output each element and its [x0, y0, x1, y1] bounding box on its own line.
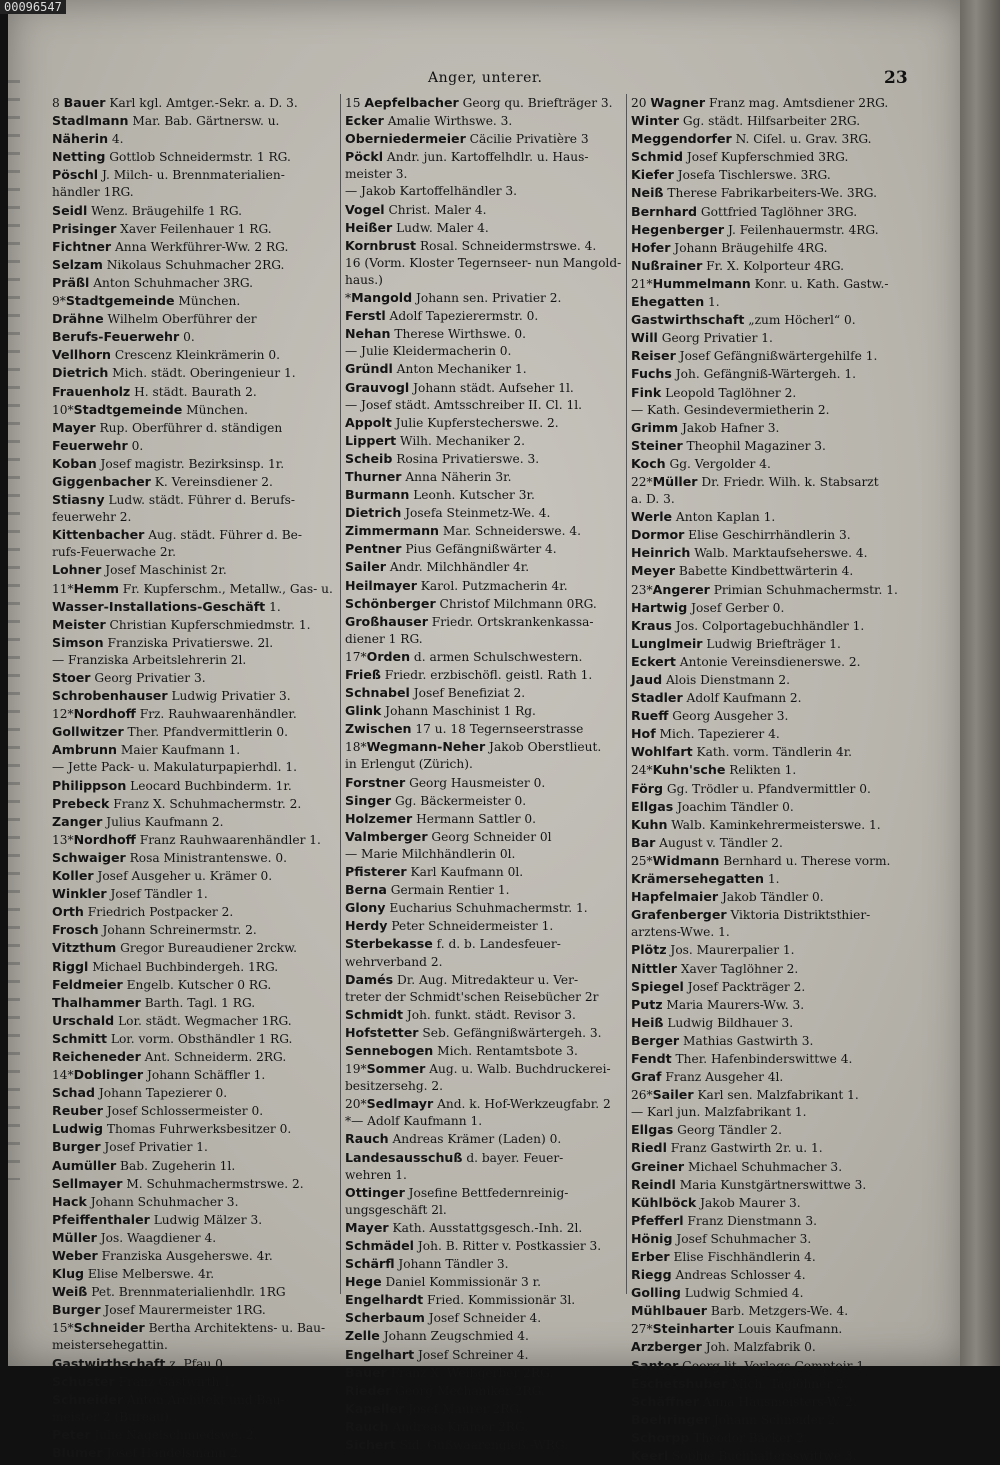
directory-entry: Grauvogl Johann städt. Aufseher 1l. — [345, 379, 574, 395]
directory-entry: Ellgas Joachim Tändler 0. — [631, 798, 794, 814]
directory-entry: Rieder Georg Mechaniker 2RG. — [345, 1382, 545, 1398]
directory-entry: Schrobenhauser Ludwig Privatier 3. — [52, 688, 291, 704]
directory-entry: Sterbekasse f. d. b. Landesfeuer- — [345, 936, 561, 952]
directory-entry: 19*Sommer Aug. u. Walb. Buchdruckerei- — [345, 1061, 611, 1077]
directory-entry: Holzemer Hermann Sattler 0. — [345, 810, 537, 826]
directory-entry: Koban Josef magistr. Bezirksinsp. 1r. — [52, 455, 285, 471]
directory-entry: Thalhammer Barth. Tagl. 1 RG. — [52, 994, 256, 1010]
directory-entry: Weiß Pet. Brennmaterialienhdlr. 1RG — [52, 1284, 286, 1300]
directory-entry: ungsgeschäft 2l. — [345, 1202, 447, 1217]
directory-entry: Sichert Sid. Gußwaarengieß.-WRG. — [345, 1437, 569, 1453]
directory-entry: Vellhorn Crescenz Kleinkrämerin 0. — [52, 347, 280, 363]
directory-entry: 8 Bauer Karl kgl. Amtger.-Sekr. a. D. 3. — [52, 95, 298, 110]
directory-entry: Riggl Michael Buchbindergeh. 1RG. — [52, 958, 279, 974]
directory-entry: Wohlfart Kath. vorm. Tändlerin 4r. — [631, 744, 853, 760]
directory-entry: Stiasny Ludw. städt. Führer d. Berufs- — [52, 492, 295, 508]
directory-entry: wehren 1. — [345, 1167, 407, 1182]
directory-entry: Sennebogen Mich. Rentamtsbote 3. — [345, 1042, 578, 1058]
directory-entry: meistersehegattin. — [52, 1338, 168, 1353]
directory-entry: Burger Josef Maurermeister 1RG. — [52, 1302, 266, 1318]
directory-entry: Schneider Anton Architekt und Bau- — [52, 1391, 285, 1407]
directory-entry: Heinrich Walb. Marktaufseherswe. 4. — [631, 545, 868, 561]
directory-entry: Hege Daniel Kommissionär 3 r. — [345, 1274, 541, 1290]
directory-entry: *— Adolf Kaufmann 1. — [345, 1114, 483, 1129]
directory-entry: Arzberger Joh. Malzfabrik 0. — [631, 1339, 816, 1355]
directory-entry: rufs-Feuerwache 2r. — [52, 545, 177, 560]
directory-entry: 17*Orden d. armen Schulschwestern. — [345, 648, 583, 664]
directory-entry: 27*Steinharter Louis Kaufmann. — [631, 1321, 843, 1337]
directory-entry: Golling Ludwig Schmied 4. — [631, 1285, 804, 1301]
directory-entry: Mayer Kath. Ausstattgsgesch.-Inh. 2l. — [345, 1219, 583, 1235]
directory-entry: — Josef städt. Amtsschreiber II. Cl. 1l. — [345, 397, 582, 412]
directory-entry: Heiß Ludwig Bildhauer 3. — [631, 1014, 794, 1030]
directory-entry: besitzersehg. 2. — [345, 1079, 444, 1094]
scan-id-label: 00096547 — [0, 0, 66, 14]
directory-entry: Kuhn Walb. Kaminkehrermeisterswe. 1. — [631, 816, 881, 832]
directory-entry: Stadler Adolf Kaufmann 2. — [631, 690, 802, 706]
directory-entry: Gastwirthschaft „zum Höcherl“ 0. — [631, 312, 856, 328]
directory-entry: Singer Gg. Bäckermeister 0. — [345, 792, 527, 808]
directory-entry: Ellgas Georg Tändler 2. — [631, 1122, 783, 1138]
directory-entry: Santer Georg lit. Verlags-Comptoir 1. — [631, 1357, 868, 1373]
directory-entry: Schönberger Christof Milchmann 0RG. — [345, 595, 597, 611]
directory-entry: Frauenholz H. städt. Baurath 2. — [52, 383, 257, 399]
directory-entry: Kittenbacher Aug. städt. Führer d. Be- — [52, 527, 302, 543]
directory-entry: Winkler Josef Tändler 1. — [52, 886, 208, 902]
directory-entry: Frieß Friedr. erzbischöfl. geistl. Rath 1. — [345, 667, 593, 682]
directory-entry: Dormor Elise Geschirrhändlerin 3. — [631, 527, 851, 543]
directory-entry: Plötz Jos. Maurerpalier 1. — [631, 942, 795, 958]
directory-entry: Peter Julie Nagelschmiedswe. 2. — [52, 1426, 258, 1442]
directory-entry: Nittler Xaver Taglöhner 2. — [631, 960, 799, 976]
directory-entry: Prebeck Franz X. Schuhmachermstr. 2. — [52, 795, 302, 811]
directory-entry: Förg Gg. Trödler u. Pfandvermittler 0. — [631, 780, 871, 796]
directory-entry: Stoer Georg Privatier 3. — [52, 670, 206, 685]
directory-entry: Burmann Leonh. Kutscher 3r. — [345, 487, 535, 503]
directory-entry: Hapfelmaier Jakob Tändler 0. — [631, 889, 824, 905]
directory-entry: Neiß Therese Fabrikarbeiters-We. 3RG. — [631, 185, 877, 201]
directory-entry: Feuerwehr 0. — [52, 437, 144, 453]
page-number: 23 — [884, 68, 908, 88]
directory-entry: — Karl jun. Malzfabrikant 1. — [631, 1105, 807, 1120]
directory-entry: Grafenberger Viktoria Distriktsthier- — [631, 907, 871, 923]
directory-entry: Lohner Josef Maschinist 2r. — [52, 562, 227, 578]
directory-entry: Glony Eucharius Schuhmachermstr. 1. — [345, 900, 588, 916]
directory-entry: 20*Sedlmayr And. k. Hof-Werkzeugfabr. 2 — [345, 1096, 611, 1112]
directory-entry: händler 1RG. — [52, 185, 134, 200]
directory-entry: Schnabel Josef Benefiziat 2. — [345, 685, 526, 701]
directory-entry: Hartwig Josef Gerber 0. — [631, 599, 785, 615]
directory-entry: 14*Doblinger Johann Schäffler 1. — [52, 1067, 266, 1083]
directory-entry: Philippson Leocard Buchbinderm. 1r. — [52, 777, 292, 793]
directory-entry: Spiegel Josef Packträger 2. — [631, 978, 806, 994]
directory-entry: 25*Widmann Bernhard u. Therese vorm. — [631, 852, 891, 868]
directory-entry: Hegenberger J. Feilenhauermstr. 4RG. — [631, 221, 879, 237]
directory-entry: Müller Jos. Waagdiener 4. — [52, 1229, 217, 1245]
directory-entry: Kornbrust Rosal. Schneidermstrswe. 4. — [345, 237, 597, 253]
directory-entry: Ecker Amalie Wirthswe. 3. — [345, 113, 513, 129]
directory-entry: 26*Sailer Karl sen. Malzfabrikant 1. — [631, 1087, 859, 1103]
directory-entry: Eckert Antonie Vereinsdienerswe. 2. — [631, 653, 861, 669]
directory-entry: Landesausschuß d. bayer. Feuer- — [345, 1149, 564, 1165]
directory-entry: Boehringer Johann Schneider 2. — [631, 1411, 840, 1427]
directory-entry: — Jakob Kartoffelhändler 3. — [345, 184, 518, 199]
directory-entry: Rauch Andreas Krämer (Laden) 0. — [345, 1131, 562, 1147]
directory-entry: Klug Elise Melberswe. 4r. — [52, 1266, 215, 1282]
directory-entry: Hönig Josef Schuhmacher 3. — [631, 1230, 812, 1246]
directory-entry: Riegg Andreas Schlosser 4. — [631, 1267, 806, 1283]
directory-entry: Berufs-Feuerwehr 0. — [52, 329, 195, 345]
directory-entry: Feldmeier Engelb. Kutscher 0 RG. — [52, 976, 272, 992]
directory-entry: feuerwehr 2. — [52, 510, 132, 525]
directory-entry: Kapeller Josef Maurer 2RG. — [345, 1400, 523, 1416]
directory-entry: Großhauser Friedr. Ortskrankenkassa- — [345, 613, 594, 629]
directory-entry: 11*Hemm Fr. Kupferschm., Metallw., Gas- u. — [52, 580, 333, 596]
directory-entry: Pöckl Andr. jun. Kartoffelhdlr. u. Haus- — [345, 149, 589, 165]
directory-entry: Schwaiger Rosa Ministrantenswe. 0. — [52, 849, 287, 865]
book-edge — [960, 0, 1000, 1366]
column-left — [52, 94, 338, 1461]
directory-entry: Engelhardt Fried. Kommissionär 3l. — [345, 1292, 576, 1308]
directory-entry: Schorpp Theodor Bäcker 2. — [631, 1429, 808, 1445]
directory-entry: Schäffner Anna Hausmeisters-W. 2. — [631, 1393, 857, 1409]
directory-entry: Seidl Wenz. Bräugehilfe 1 RG. — [52, 202, 243, 218]
directory-entry: 18*Wegmann-Neher Jakob Oberstlieut. — [345, 739, 602, 755]
directory-entry: 15*Schneider Bertha Architektens- u. Bau- — [52, 1320, 326, 1336]
directory-entry: Gründl Anton Mechaniker 1. — [345, 361, 527, 377]
directory-entry: Wasser-Installations-Geschäft 1. — [52, 598, 281, 614]
running-head: Anger, unterer. — [428, 70, 543, 86]
directory-entry: Rauch Andreas Krämer 2RG. — [345, 1418, 529, 1434]
directory-entry: Pfisterer Karl Kaufmann 0l. — [345, 864, 524, 880]
directory-entry: Jaud Alois Dienstmann 2. — [631, 672, 791, 687]
directory-entry: Dietrich Josefa Steinmetz-We. 4. — [345, 505, 551, 521]
directory-entry: Ambrunn Maier Kaufmann 1. — [52, 742, 241, 758]
directory-entry: Grimm Jakob Hafner 3. — [631, 419, 780, 435]
directory-entry: Schmid Josef Kupferschmied 3RG. — [631, 149, 849, 165]
directory-entry: diener 1 RG. — [345, 631, 423, 646]
directory-entry: Koller Josef Ausgeher u. Krämer 0. — [52, 868, 273, 884]
directory-entry: Engelhart Josef Schreiner 4. — [345, 1346, 529, 1362]
directory-entry: Lippert Wilh. Mechaniker 2. — [345, 432, 526, 448]
directory-entry: 15 Aepfelbacher Georg qu. Briefträger 3. — [345, 95, 613, 110]
directory-entry: Keerl Sophie Buchhaltersswittwe 3. — [631, 1448, 857, 1464]
directory-entry: Gastwirthschaft z. Pfau 0. — [52, 1355, 227, 1371]
directory-entry: Schärfl Johann Tändler 3. — [345, 1256, 509, 1272]
directory-entry: — Kath. Gesindevermietherin 2. — [631, 402, 830, 417]
directory-entry: Zanger Julius Kaufmann 2. — [52, 813, 224, 829]
directory-entry: Orth Friedrich Postpacker 2. — [52, 904, 234, 920]
directory-entry: Rueff Georg Ausgeher 3. — [631, 708, 789, 724]
directory-entry: Schmitt Lor. vorm. Obsthändler 1 RG. — [52, 1030, 293, 1046]
directory-entry: Kiefer Josefa Tischlerswe. 3RG. — [631, 167, 831, 183]
directory-entry: Vogel Christ. Maler 4. — [345, 201, 487, 217]
directory-entry: *Mangold Johann sen. Privatier 2. — [345, 290, 562, 306]
directory-entry: Lunglmeir Ludwig Briefträger 1. — [631, 635, 841, 651]
directory-entry: Eschetshuber Mich. Taglöhner 2. — [631, 1375, 848, 1391]
directory-entry: Dietrich Mich. städt. Oberingenieur 1. — [52, 365, 296, 381]
directory-entry: Zwischen 17 u. 18 Tegernseerstrasse — [345, 721, 584, 737]
directory-entry: Prisinger Xaver Feilenhauer 1 RG. — [52, 220, 272, 236]
directory-entry: Hofer Johann Bräugehilfe 4RG. — [631, 239, 828, 255]
directory-entry: Schmidt Joh. funkt. städt. Revisor 3. — [345, 1006, 576, 1022]
column-right — [626, 94, 923, 1464]
directory-entry: meister 2 (Bureau). — [52, 1409, 173, 1424]
directory-entry: Pentner Pius Gefängnißwärter 4. — [345, 541, 557, 557]
directory-entry: Ehegatten 1. — [631, 294, 720, 310]
directory-entry: Graf Franz Ausgeher 4l. — [631, 1069, 784, 1085]
directory-page — [8, 0, 966, 1464]
directory-entry: Herdy Peter Schneidermeister 1. — [345, 918, 554, 934]
directory-entry: Ludwig Thomas Fuhrwerksbesitzer 0. — [52, 1121, 292, 1137]
directory-entry: Putz Maria Maurers-Ww. 3. — [631, 996, 805, 1012]
directory-entry: Stadlmann Mar. Bab. Gärtnersw. u. — [52, 113, 280, 129]
directory-entry: Glink Johann Maschinist 1 Rg. — [345, 703, 536, 719]
directory-entry: Thurner Anna Näherin 3r. — [345, 468, 512, 484]
directory-entry: Giggenbacher K. Vereinsdiener 2. — [52, 473, 273, 489]
directory-entry: Berger Mathias Gastwirth 3. — [631, 1032, 814, 1048]
directory-entry: Selzam Nikolaus Schuhmacher 2RG. — [52, 256, 285, 272]
directory-entry: Schuster Franz Gastwirth 1. — [52, 1373, 235, 1389]
directory-entry: Ferstl Adolf Tapezierermstr. 0. — [345, 308, 539, 324]
directory-entry: Sailer Andr. Milchhändler 4r. — [345, 559, 530, 575]
directory-entry: Bauer Franz X. Weißgerber 2RG. — [345, 1364, 554, 1380]
directory-entry: Kraus Jos. Colportagebuchhändler 1. — [631, 617, 865, 633]
directory-entry: Greiner Michael Schuhmacher 3. — [631, 1158, 843, 1174]
directory-entry: Simson Franziska Privatierswe. 2l. — [52, 634, 274, 650]
directory-entry: Mühlbauer Barb. Metzgers-We. 4. — [631, 1303, 849, 1319]
directory-entry: Werle Anton Kaplan 1. — [631, 509, 776, 525]
directory-entry: Damés Dr. Aug. Mitredakteur u. Ver- — [345, 971, 579, 987]
directory-entry: 13*Nordhoff Franz Rauhwaarenhändler 1. — [52, 831, 321, 847]
directory-entry: Näherin 4. — [52, 131, 124, 147]
directory-entry: Bernhard Gottfried Taglöhner 3RG. — [631, 203, 858, 219]
directory-entry: Netting Gottlob Schneidermstr. 1 RG. — [52, 149, 291, 165]
directory-entry: 24*Kuhn'sche Relikten 1. — [631, 762, 797, 778]
directory-entry: Erber Elise Fischhändlerin 4. — [631, 1249, 816, 1264]
directory-entry: Frosch Johann Schreinermstr. 2. — [52, 922, 257, 938]
directory-entry: Meyer Babette Kindbettwärterin 4. — [631, 563, 854, 579]
directory-entry: Winter Gg. städt. Hilfsarbeiter 2RG. — [631, 113, 861, 129]
directory-entry: Reiser Josef Gefängnißwärtergehilfe 1. — [631, 348, 878, 364]
directory-entry: Fendt Ther. Hafenbinderswittwe 4. — [631, 1050, 853, 1066]
directory-entry: Bar August v. Tändler 2. — [631, 834, 783, 850]
directory-entry: Zelle Johann Zeugschmied 4. — [345, 1328, 529, 1344]
directory-entry: Steiner Theophil Magaziner 3. — [631, 437, 826, 453]
directory-entry: 20 Wagner Franz mag. Amtsdiener 2RG. — [631, 95, 889, 110]
directory-entry: Drähne Wilhelm Oberführer der — [52, 311, 257, 327]
directory-entry: Fuchs Joh. Gefängniß-Wärtergeh. 1. — [631, 366, 857, 382]
directory-entry: Blumer Josef Handelsmann 2. — [52, 1445, 242, 1461]
directory-entry: Hack Johann Schuhmacher 3. — [52, 1193, 239, 1209]
directory-entry: 12*Nordhoff Frz. Rauhwaarenhändler. — [52, 706, 297, 722]
directory-entry: Meister Christian Kupferschmiedmstr. 1. — [52, 616, 311, 632]
directory-entry: Präßl Anton Schuhmacher 3RG. — [52, 274, 254, 290]
page-header — [8, 70, 966, 90]
directory-entry: Schad Johann Tapezierer 0. — [52, 1085, 228, 1101]
directory-entry: Heilmayer Karol. Putzmacherin 4r. — [345, 577, 568, 593]
binding-margin — [8, 80, 20, 1180]
directory-entry: 22*Müller Dr. Friedr. Wilh. k. Stabsarzt — [631, 473, 879, 489]
directory-entry: Weber Franziska Ausgeherswe. 4r. — [52, 1248, 273, 1263]
directory-entry: 10*Stadtgemeinde München. — [52, 401, 248, 417]
directory-entry: 9*Stadtgemeinde München. — [52, 293, 241, 309]
directory-entry: — Julie Kleidermacherin 0. — [345, 344, 512, 359]
directory-entry: — Jette Pack- u. Makulaturpapierhdl. 1. — [52, 760, 297, 775]
directory-entry: Gollwitzer Ther. Pfandvermittlerin 0. — [52, 724, 288, 740]
directory-entry: meister 3. — [345, 167, 408, 182]
directory-entry: Schmädel Joh. B. Ritter v. Postkassier 3. — [345, 1238, 602, 1253]
directory-entry: Will Georg Privatier 1. — [631, 330, 773, 346]
directory-entry: Forstner Georg Hausmeister 0. — [345, 774, 546, 790]
directory-entry: Heißer Ludw. Maler 4. — [345, 219, 489, 235]
directory-entry: Burger Josef Privatier 1. — [52, 1139, 208, 1155]
directory-entry: Zimmermann Mar. Schneiderswe. 4. — [345, 523, 581, 539]
directory-entry: Berna Germain Rentier 1. — [345, 882, 510, 898]
directory-entry: Aumüller Bab. Zugeherin 1l. — [52, 1157, 236, 1173]
directory-entry: 16 (Vorm. Kloster Tegernseer- nun Mangold- — [345, 255, 622, 270]
directory-entry: Meggendorfer N. Ciſel. u. Grav. 3RG. — [631, 131, 872, 147]
directory-entry: Mayer Rup. Oberführer d. ständigen — [52, 419, 283, 435]
directory-entry: Scheib Rosina Privatierswe. 3. — [345, 450, 540, 466]
directory-entry: treter der Schmidt'schen Reisebücher 2r — [345, 989, 599, 1004]
directory-entry: Nehan Therese Wirthswe. 0. — [345, 326, 527, 342]
directory-entry: Oberniedermeier Cäcilie Privatière 3 — [345, 131, 589, 147]
directory-entry: Krämersehegatten 1. — [631, 871, 780, 887]
directory-entry: Appolt Julie Kupferstecherswe. 2. — [345, 414, 559, 430]
directory-entry: haus.) — [345, 272, 383, 287]
directory-entry: Riedl Franz Gastwirth 2r. u. 1. — [631, 1140, 823, 1156]
directory-entry: Sellmayer M. Schuhmachermstrswe. 2. — [52, 1175, 304, 1191]
directory-entry: — Franziska Arbeitslehrerin 2l. — [52, 652, 247, 667]
directory-entry: Koch Gg. Vergolder 4. — [631, 455, 771, 471]
directory-entry: Pfefferl Franz Dienstmann 3. — [631, 1212, 818, 1228]
directory-entry: a. D. 3. — [631, 492, 675, 507]
column-middle — [340, 94, 625, 1453]
directory-entry: wehrverband 2. — [345, 954, 443, 969]
directory-entry: Pfeiffenthaler Ludwig Mälzer 3. — [52, 1211, 263, 1227]
directory-entry: Reindl Maria Kunstgärtnerswittwe 3. — [631, 1176, 867, 1192]
directory-entry: Vitzthum Gregor Bureaudiener 2rckw. — [52, 940, 298, 956]
directory-entry: Scherbaum Josef Schneider 4. — [345, 1310, 542, 1326]
directory-entry: Reicheneder Ant. Schneiderm. 2RG. — [52, 1048, 287, 1064]
directory-entry: Hof Mich. Tapezierer 4. — [631, 726, 780, 742]
directory-entry: — Marie Milchhändlerin 0l. — [345, 846, 516, 861]
directory-entry: Reuber Josef Schlossermeister 0. — [52, 1103, 264, 1119]
directory-entry: Valmberger Georg Schneider 0l — [345, 828, 552, 844]
directory-entry: Ottinger Josefine Bettfedernreinig- — [345, 1184, 569, 1200]
directory-entry: Pöschl J. Milch- u. Brennmaterialien- — [52, 167, 285, 183]
directory-entry: Kühlböck Jakob Maurer 3. — [631, 1194, 801, 1210]
directory-entry: arztens-Wwe. 1. — [631, 925, 730, 940]
directory-entry: Hofstetter Seb. Gefängnißwärtergeh. 3. — [345, 1024, 602, 1040]
directory-entry: Fichtner Anna Werkführer-Ww. 2 RG. — [52, 238, 289, 254]
directory-entry: 21*Hummelmann Konr. u. Kath. Gastw.- — [631, 275, 889, 291]
directory-entry: Nußrainer Fr. X. Kolporteur 4RG. — [631, 257, 845, 273]
directory-entry: 23*Angerer Primian Schuhmachermstr. 1. — [631, 581, 898, 597]
directory-entry: Urschald Lor. städt. Wegmacher 1RG. — [52, 1012, 292, 1028]
directory-entry: Fink Leopold Taglöhner 2. — [631, 384, 797, 400]
directory-entry: in Erlengut (Zürich). — [345, 757, 473, 772]
